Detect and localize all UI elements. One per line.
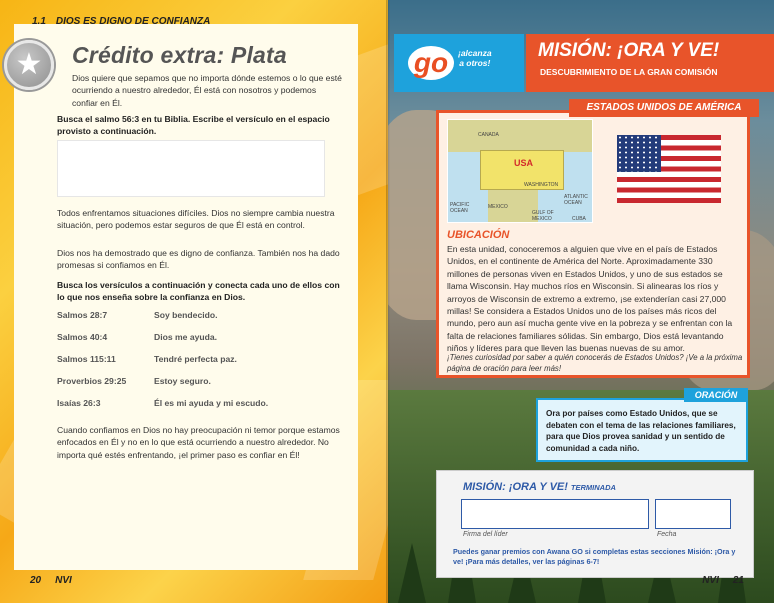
verse-meaning: Tendré perfecta paz. xyxy=(154,354,237,364)
prayer-title: ORACIÓN xyxy=(684,388,748,402)
go-tagline xyxy=(458,48,492,68)
verse-meaning: Él es mi ayuda y mi escudo. xyxy=(154,398,269,408)
ubicacion-text: En esta unidad, conoceremos a alguien que vive en el país de Estados Unidos, en el continente de América del Norte. Aproximadamente 330 millones de personas viven en Estados Unidos, y uno de sus estados se llama Wisconsin. Hay muchos ríos en Wisconsin. Si alinearas los ríos y arroyos de Wisconsin de extremo a extremo, ¡se extenderían casi 27,000 millas! Se considera a Estados Unidos uno de los países más ricos del mundo, pero aun así mucha gente vive en la pobreza y se enfrentan con la falta de relaciones familiares sólidas. Sin embargo, Dios está levantando niños y líderes para que lleven las buenas nuevas de su amor. xyxy=(447,244,733,354)
map-label-pacific: PACIFIC OCEAN xyxy=(450,202,470,214)
verse-reference: Isaías 26:3 xyxy=(57,398,101,408)
page-heading: Crédito extra: Plata xyxy=(72,42,287,68)
country-map xyxy=(447,119,593,223)
go-logo-box xyxy=(394,34,524,92)
map-label-gulf: GULF OF MEXICO xyxy=(532,210,554,222)
country-name: ESTADOS UNIDOS DE AMÉRICA xyxy=(569,99,759,117)
go-tagline-line1: ¡alcanza xyxy=(458,48,492,58)
verse-reference: Salmos 40:4 xyxy=(57,332,108,342)
instruction-text: Busca el salmo 56:3 en tu Biblia. Escribe el versículo en el espacio provisto a continuación. xyxy=(57,114,330,137)
right-page xyxy=(388,0,774,603)
paragraph-2: Dios nos ha demostrado que es digno de confianza. También nos ha dado promesas si confiamos en Él. xyxy=(57,248,340,271)
map-label-atlantic: ATLANTIC OCEAN xyxy=(564,194,588,206)
map-usa-label: USA xyxy=(514,158,534,168)
ubicacion-question: ¡Tienes curiosidad por saber a quién conocerás de Estados Unidos? ¡Ve a la próxima página de oración para leer más! xyxy=(447,353,743,373)
book-gutter xyxy=(386,0,390,603)
flag-canton xyxy=(617,135,661,172)
mission-banner xyxy=(526,34,774,92)
prayer-card xyxy=(536,390,748,462)
mission-complete-card xyxy=(436,470,754,578)
page-footer xyxy=(688,575,744,586)
verse-answer-field[interactable] xyxy=(57,140,325,197)
paragraph-1: Todos enfrentamos situaciones difíciles. Dios no siempre cambia nuestra situación, pero podemos estar seguros de que Él está en control. xyxy=(57,208,335,231)
section-number: 1.1 xyxy=(32,15,46,27)
closing-text: Cuando confiamos en Dios no hay preocupación ni temor porque estamos enfocados en Él y no en lo que está ocurriendo a nuestro alrededor. No importa qué estés enfrentando, ¡el primer paso es confiar en Él! xyxy=(57,425,340,460)
mission-subtitle: DESCUBRIMIENTO DE LA GRAN COMISIÓN xyxy=(540,67,718,77)
date-field[interactable] xyxy=(655,499,731,529)
map-canada xyxy=(448,120,593,152)
tree xyxy=(398,543,426,603)
bible-version: NVI xyxy=(55,575,72,586)
silver-star-badge xyxy=(4,40,54,90)
intro-text: Dios quiere que sepamos que no importa dónde estemos o lo que esté ocurriendo a nuestro alrededor, Él está con nosotros y podemos confiar en Él. xyxy=(72,73,342,108)
page-footer xyxy=(30,575,72,586)
usa-flag-image xyxy=(617,135,721,203)
match-instruction: Busca los versículos a continuación y conecta cada uno de ellos con lo que nos enseña sobre la confianza en Dios. xyxy=(57,280,340,303)
bible-version: NVI xyxy=(702,575,719,586)
mission-complete-heading: MISIÓN: ¡ORA Y VE! xyxy=(463,481,568,493)
ubicacion-title: UBICACIÓN xyxy=(447,229,510,241)
date-label: Fecha xyxy=(657,531,677,538)
verse-meaning: Estoy seguro. xyxy=(154,376,211,386)
section-title: DIOS ES DIGNO DE CONFIANZA xyxy=(55,15,211,27)
map-label-canada: CANADA xyxy=(478,132,499,138)
verse-meaning: Soy bendecido. xyxy=(154,310,218,320)
mission-title: MISIÓN: ¡ORA Y VE! xyxy=(538,40,720,61)
leader-signature-field[interactable] xyxy=(461,499,649,529)
mission-complete-title xyxy=(463,481,616,493)
section-header xyxy=(0,10,356,32)
go-logo: go xyxy=(408,46,454,80)
star-icon: ★ xyxy=(15,48,43,81)
page-number: 21 xyxy=(732,575,744,586)
verse-reference: Salmos 115:11 xyxy=(57,354,116,364)
mission-complete-tag: TERMINADA xyxy=(570,483,616,492)
verse-reference: Proverbios 29:25 xyxy=(57,376,127,386)
verse-meaning: Dios me ayuda. xyxy=(154,332,218,342)
mission-note: Puedes ganar premios con Awana GO si completas estas secciones Misión: ¡Ora y ve! ¡Para más detalles, ver las páginas 6-7! xyxy=(453,547,736,566)
go-tagline-line2: a otros! xyxy=(459,58,491,68)
country-info-card xyxy=(436,102,750,378)
prayer-text: Ora por países como Estado Unidos, que se debaten con el tema de las relaciones familiares, para que Dios provea sanidad y un sentido de comunidad a cada niño. xyxy=(546,409,736,453)
page-number: 20 xyxy=(30,575,42,586)
signature-label: Firma del líder xyxy=(463,531,508,538)
map-label-mexico: MEXICO xyxy=(488,204,508,210)
map-label-cuba: CUBA xyxy=(572,216,586,222)
verse-reference: Salmos 28:7 xyxy=(57,310,108,320)
map-label-washington: WASHINGTON xyxy=(524,182,559,188)
